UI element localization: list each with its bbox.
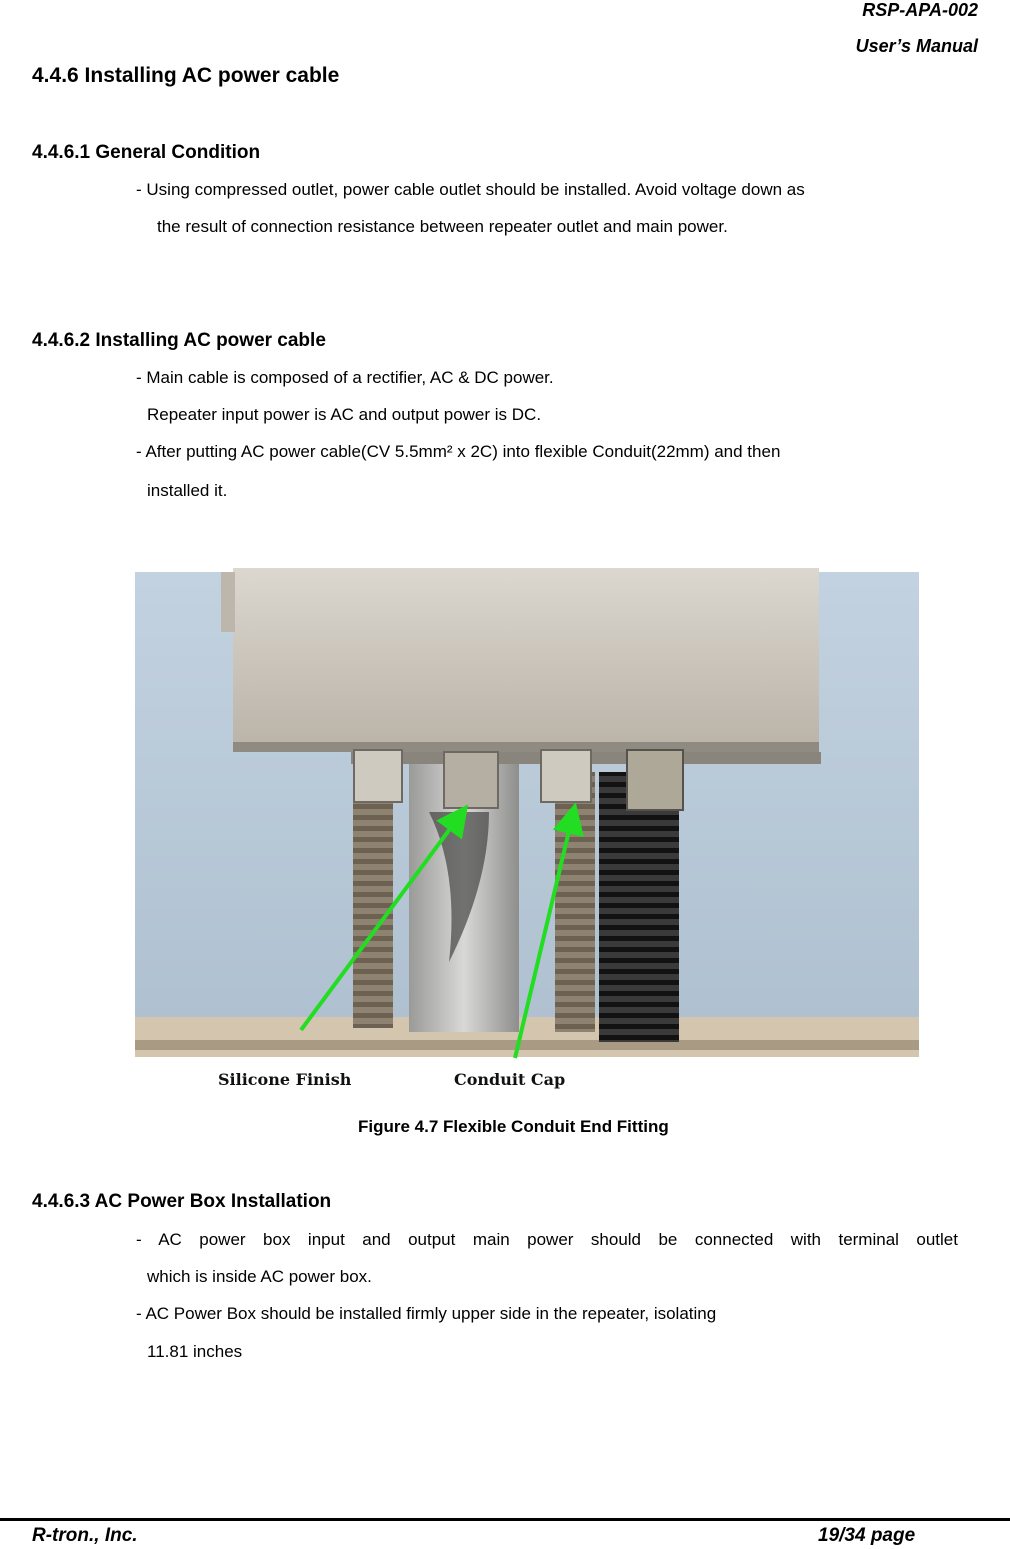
footer-page-number: 19/34 page <box>818 1525 916 1546</box>
paragraph-line: Repeater input power is AC and output power is DC. <box>147 405 542 424</box>
header-doc-id: RSP-APA-002 <box>862 0 978 20</box>
footer-rule <box>0 1518 1010 1521</box>
subsection-title-installing: 4.4.6.2 Installing AC power cable <box>32 330 326 351</box>
paragraph-line: - Main cable is composed of a rectifier, AC & DC power. <box>136 368 554 387</box>
paragraph-line: installed it. <box>147 481 228 500</box>
paragraph-line: 11.81 inches <box>147 1342 243 1361</box>
figure-label-silicone: Silicone Finish <box>218 1070 352 1089</box>
header-doc-type: User’s Manual <box>855 36 978 56</box>
paragraph-line: - AC power box input and output main power should be connected with terminal outlet <box>136 1230 958 1249</box>
paragraph-line: - Using compressed outlet, power cable outlet should be installed. Avoid voltage down as <box>136 180 805 199</box>
paragraph-line: - AC Power Box should be installed firmly upper side in the repeater, isolating <box>136 1304 717 1323</box>
figure-label-conduit: Conduit Cap <box>454 1070 566 1089</box>
subsection-title-box: 4.4.6.3 AC Power Box Installation <box>32 1191 332 1212</box>
paragraph-line: - After putting AC power cable(CV 5.5mm² x 2C) into flexible Conduit(22mm) and then <box>136 442 781 461</box>
footer-company: R-tron., Inc. <box>32 1525 138 1546</box>
subsection-title-general: 4.4.6.1 General Condition <box>32 142 261 163</box>
section-title: 4.4.6 Installing AC power cable <box>32 64 340 87</box>
conduit-photo <box>129 562 925 1097</box>
figure-caption: Figure 4.7 Flexible Conduit End Fitting <box>358 1117 669 1136</box>
paragraph-line: the result of connection resistance between repeater outlet and main power. <box>157 217 728 236</box>
paragraph-line: which is inside AC power box. <box>147 1267 372 1286</box>
